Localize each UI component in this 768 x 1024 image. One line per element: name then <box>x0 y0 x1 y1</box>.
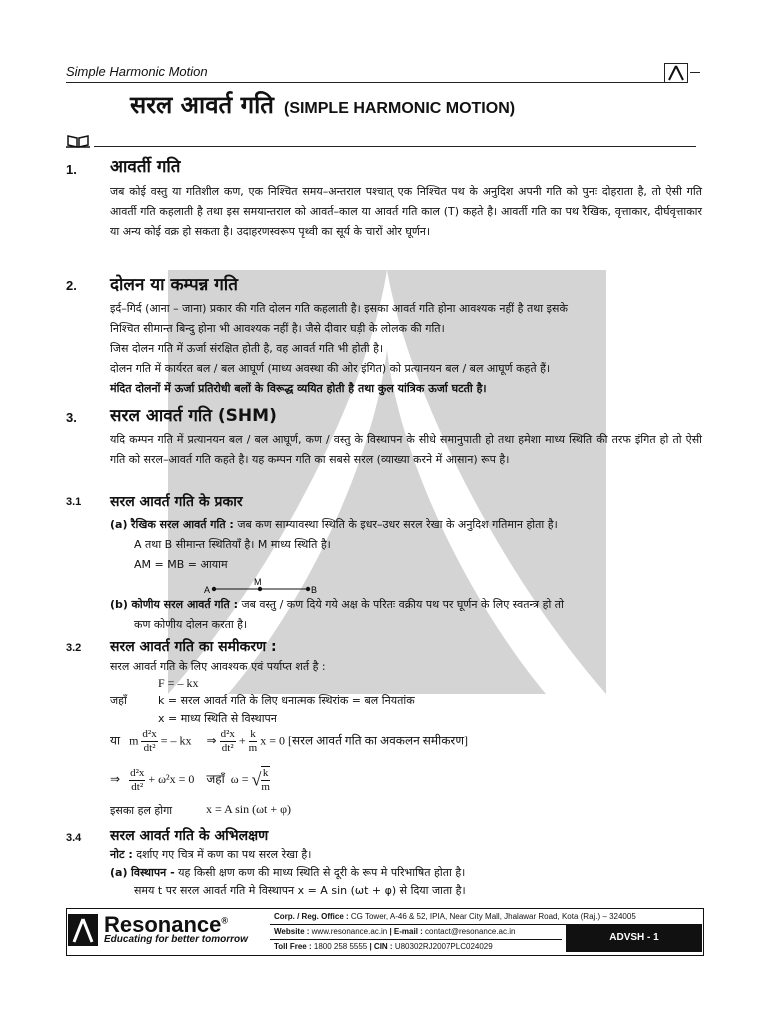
equation-row: ⇒ $\frac{\text{d²x}}{\text{dt²}}$ + ω²x = 0 जहाँ ω = √ $\frac{k}{m}$ <box>110 766 270 793</box>
equation-row: या m $\frac{\text{d²x}}{\text{dt²}}$ = – kx ⇒ $\frac{\text{d²x}}{\text{dt²}}$ + $\frac{k}{m}$ x = 0 [सरल आवर्त गति का अवकलन समीकरण] <box>110 728 469 754</box>
point-a-label: A <box>204 585 211 595</box>
running-title: Simple Harmonic Motion <box>66 64 208 79</box>
point-b-label: B <box>311 585 318 595</box>
section-number: 3.1 <box>66 496 82 508</box>
book-icon <box>66 134 90 148</box>
equation: F = – kx <box>158 676 199 690</box>
contact-info: Corp. / Reg. Office : CG Tower, A-46 & 52, IPIA, Near City Mall, Jhalawar Road, Kota (Raj.) – 324005 Website : www.resonance.ac.in | E-mail : contact@resonance.ac.in Toll Free : 1800 258 5555 | CIN : U80302RJ2007PLC024029 <box>270 910 702 954</box>
header-dash <box>690 72 700 73</box>
shm-line-diagram <box>196 576 326 596</box>
section-rule <box>94 146 696 147</box>
text-line: A तथा B सीमान्त स्थितियाँ है। M माध्य स्थिति है। <box>134 538 331 551</box>
text-line: मंदित दोलनों में ऊर्जा प्रतिरोधी बलों के विरूद्ध व्ययित होती है तथा कुल यांत्रिक ऊर्जा घटती है। <box>110 382 487 395</box>
text-line: जहाँ <box>110 694 127 707</box>
text-line: समय t पर सरल आवर्त गति मे विस्थापन x = A sin (ωt + φ) से दिया जाता है। <box>134 884 466 897</box>
paragraph: यदि कम्पन गति में प्रत्यानयन बल / बल आघूर्ण, कण / वस्तु के विस्थापन के सीधे समानुपाती हो तथा हमेशा माध्य स्थिति की तरफ इंगित हो तो ऐसी गति को सरल–आवर्त गति कहते है। यह कम्पन गति का सबसे सरल (व्याख्या करने में आसान) रूप है। <box>110 433 702 466</box>
text-line: कण कोणीय दोलन करता है। <box>134 618 248 631</box>
section-heading: आवर्ती गति <box>110 157 181 177</box>
section-number: 3.2 <box>66 642 82 654</box>
text-line: इर्द–गिर्द (आना – जाना) प्रकार की गति दोलन गति कहलाती है। इसका आवर्त गति होना आवश्यक नहीं है तथा इसके <box>110 302 568 315</box>
paragraph: जब कोई वस्तु या गतिशील कण, एक निश्चित समय–अन्तराल पश्चात् एक निश्चित पथ के अनुदिश अपनी गति को पुनः दोहराता है, तो ऐसी गति आवर्ती गति कहलाती है तथा इस समयान्तराल को आवर्त–काल या आवर्त गति काल (T) कहते है। आवर्ती गति का पथ रैखिक, वृत्ताकार, दीर्घवृत्ताकार या अन्य कोई वक्र हो सकता है। उदाहरणस्वरूप पृथ्वी का सूर्य के चारों ओर घूर्णन। <box>110 185 702 238</box>
text-line: जिस दोलन गति में ऊर्जा संरक्षित होती है, वह आवर्त गति भी होती है। <box>110 342 384 355</box>
page-title <box>130 88 515 121</box>
text-line: इसका हल होगा <box>110 804 173 817</box>
section-number: 3.4 <box>66 832 82 844</box>
section-number: 3. <box>66 410 77 425</box>
section-number: 1. <box>66 162 77 177</box>
point-m-label: M <box>254 577 262 587</box>
text-line: सरल आवर्त गति के लिए आवश्यक एवं पर्याप्त शर्त है : <box>110 660 326 673</box>
page-code: ADVSH - 1 <box>566 924 702 952</box>
section-number: 2. <box>66 278 77 293</box>
bold-term: विस्थापन - <box>130 866 175 879</box>
text-line: दोलन गति में कार्यरत बल / बल आघूर्ण (माध्य अवस्था की ओर इंगित) को प्रत्यानयन बल / बल आघूर्ण कहते हैं। <box>110 362 551 375</box>
brand-name: Resonance® <box>104 912 229 937</box>
bold-term: रैखिक सरल आवर्त गति : <box>130 518 234 531</box>
text-line: (a) रैखिक सरल आवर्त गति : जब कण साम्यावस्था स्थिति के इधर–उधर सरल रेखा के अनुदिश गतिमान होता है। <box>110 518 558 531</box>
section-heading: सरल आवर्त गति (SHM) <box>110 406 277 426</box>
bold-term: कोणीय सरल आवर्त गति : <box>131 598 238 611</box>
section-heading: सरल आवर्त गति के प्रकार <box>110 494 243 510</box>
equation: x = A sin (ωt + φ) <box>206 802 292 816</box>
text-line: k = सरल आवर्त गति के लिए धनात्मक स्थिरांक = बल नियतांक <box>158 694 415 707</box>
text-line: (b) कोणीय सरल आवर्त गति : जब वस्तु / कण दिये गये अक्ष के परितः वक्रीय पथ पर घूर्णन के लिए स्वतन्त्र हो तो <box>110 598 564 611</box>
text-line: (a) विस्थापन - यह किसी क्षण कण की माध्य स्थिति से दूरी के रूप मे परिभाषित होता है। <box>110 866 466 879</box>
text-line: निश्चित सीमान्त बिन्दु होना भी आवश्यक नहीं है। जैसे दीवार घड़ी के लोलक की गति। <box>110 322 445 335</box>
section-heading: दोलन या कम्पन्न गति <box>110 275 238 295</box>
title-hindi: सरल आवर्त गति <box>130 91 274 119</box>
title-english: (SIMPLE HARMONIC MOTION) <box>283 100 516 117</box>
text-line: AM = MB = आयाम <box>134 558 228 571</box>
resonance-logo-icon <box>664 63 688 83</box>
header-rule <box>66 82 666 83</box>
resonance-logo-icon <box>68 914 98 946</box>
section-heading: सरल आवर्त गति के अभिलक्षण <box>110 828 269 844</box>
section-heading: सरल आवर्त गति का समीकरण : <box>110 639 277 655</box>
text-line: नोट : दर्शाए गए चित्र में कण का पथ सरल रेखा है। <box>110 848 312 861</box>
text-line: x = माध्य स्थिति से विस्थापन <box>158 712 277 725</box>
brand-tagline: Educating for better tomorrow <box>104 934 248 945</box>
